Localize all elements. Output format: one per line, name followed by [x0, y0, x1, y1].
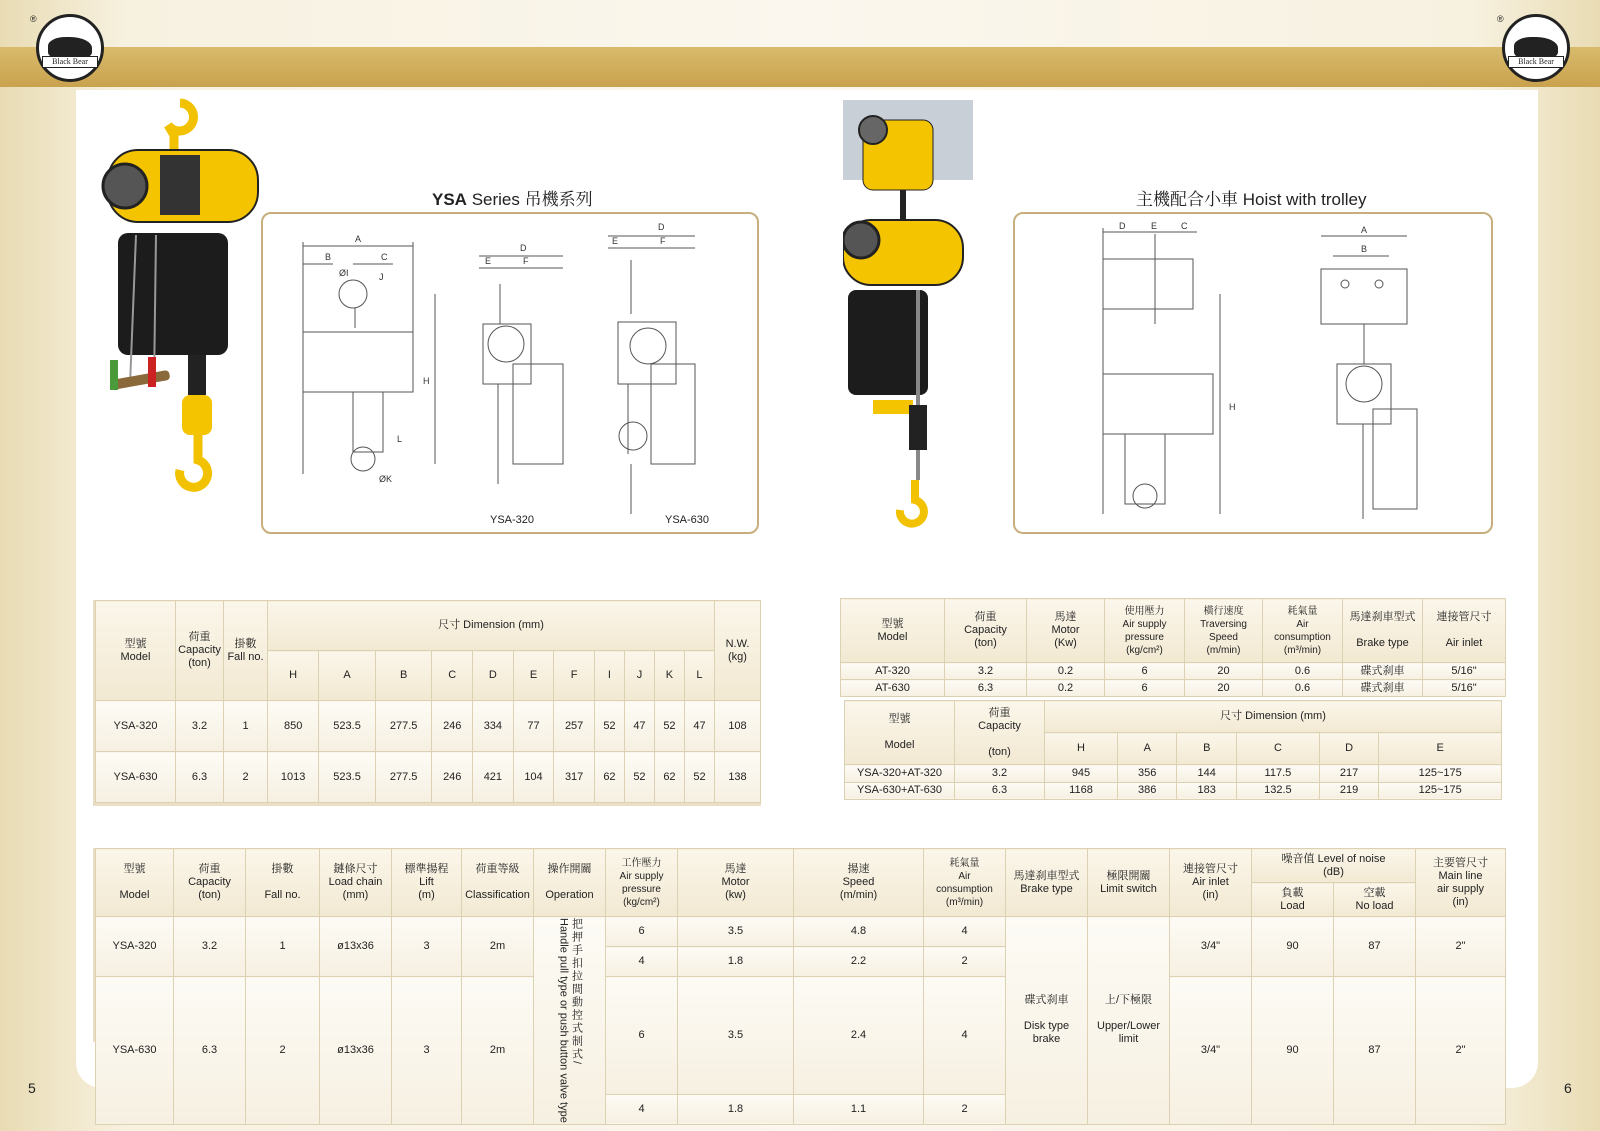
header-text: (m/min)	[1206, 644, 1241, 656]
header-text: N.W.	[725, 637, 750, 650]
table-row	[841, 680, 1506, 697]
table-cell: 87	[1334, 977, 1416, 1125]
header-text: Air inlet	[1192, 876, 1229, 888]
table-cell: 219	[1319, 782, 1379, 800]
header-text: limit	[1118, 1033, 1139, 1046]
table-cell: 356	[1117, 765, 1177, 783]
header-text: Main line	[1438, 869, 1483, 882]
col-inlet	[1170, 849, 1252, 917]
table-cell: 3/4"	[1170, 917, 1252, 977]
table-cell: 1.1	[794, 1094, 924, 1124]
header-text: 標準揚程	[404, 863, 449, 875]
header-text: 馬達刹車型式	[1013, 869, 1080, 882]
header-text: 主要管尺寸	[1433, 856, 1488, 869]
dim-label: D	[1119, 221, 1126, 231]
header-text: Capacity	[978, 719, 1021, 732]
table-cell: 4	[606, 947, 678, 977]
dim-label: J	[379, 272, 384, 282]
dim-col: C	[432, 651, 473, 701]
table-cell: 6	[606, 917, 678, 947]
dim-col: B	[375, 651, 432, 701]
header-text: brake	[1032, 1033, 1061, 1046]
header-text: 連接管尺寸	[1183, 863, 1238, 875]
page-number-right: 6	[1564, 1080, 1572, 1096]
dim-label: F	[523, 256, 529, 266]
table-cell: 217	[1319, 765, 1379, 783]
table-cell: 87	[1334, 917, 1416, 977]
header-text: Load	[1280, 899, 1305, 912]
dim-label: D	[658, 222, 665, 232]
hoist-performance-table	[95, 848, 1506, 1125]
header-text: 橫行速度	[1203, 605, 1244, 617]
header-text: Air	[1296, 618, 1309, 630]
dim-label: ØI	[339, 268, 349, 278]
header-text: (kg/cm²)	[623, 896, 660, 908]
header-text: 馬達刹車型式	[1349, 611, 1416, 623]
header-text: (m)	[418, 889, 435, 901]
col-air	[924, 849, 1006, 917]
header-text: Capacity	[964, 624, 1007, 636]
table-cell: ø13x36	[320, 917, 392, 977]
header-text: Brake type	[1020, 882, 1073, 895]
col-model	[845, 701, 955, 765]
header-text: Traversing	[1200, 618, 1247, 630]
dim-col: L	[684, 651, 714, 701]
table-row	[845, 782, 1502, 800]
table-cell: 386	[1117, 782, 1177, 800]
table-cell: YSA-630	[96, 977, 174, 1125]
col-pressure	[1105, 599, 1185, 663]
header-text: 連接管尺寸	[1436, 611, 1492, 623]
table-cell: YSA-320+AT-320	[845, 765, 955, 783]
table-cell: YSA-630	[96, 752, 176, 803]
header-text: 耗氣量	[1287, 605, 1318, 617]
table-cell: 277.5	[375, 752, 432, 803]
hoist-photo-left	[100, 95, 270, 505]
table-cell: 3	[392, 917, 462, 977]
col-speed	[794, 849, 924, 917]
dim-label: A	[1361, 225, 1368, 235]
table-cell: 4	[924, 917, 1006, 947]
header-text: (ton)	[974, 637, 997, 649]
header-text: 馬達	[1054, 611, 1077, 623]
trolley-dimension-drawing	[1015, 214, 1491, 532]
logo-left	[36, 14, 104, 82]
col-capacity	[176, 601, 224, 701]
header-text: (kg/cm²)	[1126, 644, 1163, 656]
logo-right	[1502, 14, 1570, 82]
col-no-load	[1334, 883, 1416, 917]
col-main-line	[1416, 849, 1506, 917]
table-cell: 108	[715, 701, 761, 752]
header-text: Model	[120, 650, 151, 663]
header-text: 荷重	[988, 706, 1011, 719]
col-motor	[678, 849, 794, 917]
header-text: pressure	[622, 883, 661, 895]
table-cell: 52	[654, 701, 684, 752]
table-cell: 2	[924, 1094, 1006, 1124]
table-row	[96, 977, 1506, 1095]
operation-cell	[534, 917, 606, 1125]
dim-col: C	[1236, 733, 1319, 765]
table-cell: 317	[554, 752, 595, 803]
header-text: Fall no.	[264, 889, 301, 901]
table-cell: 5/16"	[1423, 663, 1506, 680]
header-text: 掛數	[234, 637, 257, 650]
col-fall	[224, 601, 268, 701]
table-cell: 125~175	[1379, 782, 1502, 800]
table-cell: AT-320	[841, 663, 945, 680]
left-section-title	[432, 185, 593, 210]
table-cell: 246	[432, 701, 473, 752]
col-inlet	[1423, 599, 1506, 663]
col-nw	[715, 601, 761, 701]
col-brake	[1343, 599, 1423, 663]
table-cell: 138	[715, 752, 761, 803]
table-cell: 6.3	[174, 977, 246, 1125]
table-cell: 90	[1252, 917, 1334, 977]
header-text: 型號	[881, 617, 904, 630]
dim-label: ØK	[379, 474, 393, 484]
header-text: Upper/Lower	[1097, 1020, 1160, 1033]
dim-label: B	[1361, 244, 1368, 254]
table-cell: 104	[513, 752, 554, 803]
header-text: Model	[877, 630, 908, 643]
table-cell: 52	[624, 752, 654, 803]
col-motor	[1027, 599, 1105, 663]
dim-col: A	[1117, 733, 1177, 765]
header-text: 操作開關	[547, 863, 592, 875]
col-model	[96, 849, 174, 917]
header-text: Air inlet	[1445, 637, 1483, 649]
col-limit	[1088, 849, 1170, 917]
header-text: Air supply	[1122, 618, 1167, 630]
table-cell: 1.8	[678, 1094, 794, 1124]
dim-col: K	[654, 651, 684, 701]
table-cell: 20	[1185, 663, 1263, 680]
header-text: (m³/min)	[1283, 644, 1322, 656]
header-text: (ton)	[198, 889, 221, 901]
table-cell: YSA-320	[96, 701, 176, 752]
header-text: 工作壓力	[621, 857, 662, 869]
table-cell: 3	[392, 977, 462, 1125]
dim-col: J	[624, 651, 654, 701]
col-capacity	[174, 849, 246, 917]
col-dimension: 尺寸 Dimension (mm)	[1045, 701, 1502, 733]
col-operation	[534, 849, 606, 917]
header-text: 型號	[888, 713, 911, 725]
table-cell: 6	[1105, 663, 1185, 680]
header-text: Operation	[545, 889, 594, 901]
table-cell: 3.2	[945, 663, 1027, 680]
table-cell: YSA-630+AT-630	[845, 782, 955, 800]
table-cell: 0.6	[1263, 663, 1343, 680]
table-cell: 2"	[1416, 917, 1506, 977]
header-text: (m³/min)	[945, 896, 984, 908]
table-cell: 2	[246, 977, 320, 1125]
table-cell: 0.6	[1263, 680, 1343, 697]
table-cell: 2	[224, 752, 268, 803]
header-text: 噪音值 Level of noise	[1281, 852, 1386, 865]
trolley-spec-table	[840, 598, 1506, 697]
limit-cell	[1088, 917, 1170, 1125]
header-text: 荷重等級	[475, 863, 520, 875]
header-text: (kg)	[728, 650, 747, 663]
table-cell: 52	[684, 752, 714, 803]
table-cell: 3.2	[955, 765, 1045, 783]
header-text: 荷重	[198, 863, 221, 875]
header-text: (kw)	[725, 889, 746, 901]
dim-col: D	[1319, 733, 1379, 765]
table-cell: 6	[1105, 680, 1185, 697]
table-cell: 47	[624, 701, 654, 752]
header-text: (ton)	[188, 657, 211, 669]
operation-en: Handle pull type or push button valve type	[557, 918, 570, 1123]
table-cell: 1	[224, 701, 268, 752]
table-cell: 1.8	[678, 947, 794, 977]
header-text: (in)	[1202, 889, 1219, 901]
header-text: Fall no.	[227, 650, 264, 663]
caption-ysa-630: YSA-630	[665, 514, 710, 526]
table-cell: 20	[1185, 680, 1263, 697]
table-cell: 144	[1177, 765, 1237, 783]
header-text: 耗氣量	[949, 857, 980, 869]
dim-col: E	[513, 651, 554, 701]
operation-zh: 把押手扣拉間動控式制式/	[570, 918, 583, 1067]
header-text: consumption	[936, 883, 993, 895]
table-row	[841, 663, 1506, 680]
logo-text: Black Bear	[1508, 56, 1564, 68]
dim-col: B	[1177, 733, 1237, 765]
table-cell: 90	[1252, 977, 1334, 1125]
dim-col: F	[554, 651, 595, 701]
table-cell: 850	[268, 701, 319, 752]
header-text: pressure	[1125, 631, 1164, 643]
header-text: consumption	[1274, 631, 1331, 643]
logo-text: Black Bear	[42, 56, 98, 68]
ysa-spec-table	[95, 600, 761, 803]
header-text: Model	[119, 889, 150, 901]
dim-label: C	[1181, 221, 1188, 231]
header-text: (ton)	[988, 745, 1011, 758]
table-cell: 6.3	[955, 782, 1045, 800]
header-text: Motor	[721, 876, 750, 888]
title-rest: Series 吊機系列	[471, 190, 593, 209]
dim-col: E	[1379, 733, 1502, 765]
header-text: Brake type	[1356, 637, 1409, 649]
table-cell: 2.2	[794, 947, 924, 977]
ysa-dimension-drawing	[263, 214, 757, 532]
header-text: (Kw)	[1054, 637, 1077, 649]
table-row	[96, 917, 1506, 947]
col-pressure	[606, 849, 678, 917]
table-cell: 257	[554, 701, 595, 752]
right-section-title: 主機配合小車 Hoist with trolley	[1136, 190, 1367, 209]
header-text: Air	[958, 870, 971, 882]
header-text: 空載	[1363, 886, 1386, 899]
dim-col: I	[594, 651, 624, 701]
table-cell: 117.5	[1236, 765, 1319, 783]
header-text: (in)	[1452, 895, 1469, 908]
header-text: 鏈條尺寸	[333, 863, 378, 875]
header-band	[0, 47, 1600, 87]
registered-mark: ®	[30, 14, 37, 24]
col-traversing	[1185, 599, 1263, 663]
header-text: 荷重	[188, 631, 211, 643]
table-cell: AT-630	[841, 680, 945, 697]
table-cell: 52	[594, 701, 624, 752]
table-cell: 2m	[462, 977, 534, 1125]
table-cell: 4.8	[794, 917, 924, 947]
header-text: Speed	[1209, 631, 1238, 643]
hoist-trolley-photo	[843, 100, 973, 530]
col-class	[462, 849, 534, 917]
header-text: Disk type	[1023, 1020, 1070, 1033]
header-text: Capacity	[178, 644, 221, 656]
table-cell: 47	[684, 701, 714, 752]
table-cell: 277.5	[375, 701, 432, 752]
table-cell: 6.3	[945, 680, 1027, 697]
hoist-trolley-dimension-table	[844, 700, 1502, 800]
header-text: 使用壓力	[1124, 605, 1165, 617]
table-cell: 183	[1177, 782, 1237, 800]
col-model	[841, 599, 945, 663]
table-cell: 4	[606, 1094, 678, 1124]
table-cell: 3.5	[678, 917, 794, 947]
dim-label: E	[612, 236, 619, 246]
table-cell: 3.2	[176, 701, 224, 752]
table-cell: YSA-320	[96, 917, 174, 977]
dim-label: E	[485, 256, 492, 266]
dim-label: L	[397, 434, 403, 444]
col-dimension: 尺寸 Dimension (mm)	[268, 601, 715, 651]
table-cell: 2.4	[794, 977, 924, 1095]
table-cell: 5/16"	[1423, 680, 1506, 697]
table-cell: 3.2	[174, 917, 246, 977]
table-cell: 6	[606, 977, 678, 1095]
dim-col: A	[319, 651, 376, 701]
col-chain	[320, 849, 392, 917]
header-text: No load	[1355, 899, 1394, 912]
header-text: 掛數	[271, 863, 294, 875]
dim-label: B	[325, 252, 332, 262]
table-cell: 523.5	[319, 752, 376, 803]
dim-label: D	[520, 243, 527, 253]
dim-label: E	[1151, 221, 1158, 231]
table-cell: 132.5	[1236, 782, 1319, 800]
header-text: Load chain	[328, 876, 383, 888]
table-cell: 2"	[1416, 977, 1506, 1125]
table-cell: 523.5	[319, 701, 376, 752]
dim-label: A	[355, 234, 362, 244]
header-text: Lift	[419, 876, 434, 888]
table-cell: 3/4"	[1170, 977, 1252, 1125]
header-text: Speed	[842, 876, 875, 888]
col-fall	[246, 849, 320, 917]
header-text: 型號	[124, 637, 147, 650]
header-text: Model	[884, 739, 915, 751]
col-air	[1263, 599, 1343, 663]
dim-col: H	[268, 651, 319, 701]
header-text: Classification	[465, 889, 530, 901]
header-text: 揚速	[847, 863, 870, 875]
dim-label: H	[1229, 402, 1236, 412]
table-cell: 334	[473, 701, 514, 752]
col-model	[96, 601, 176, 701]
table-cell: 945	[1045, 765, 1118, 783]
registered-mark: ®	[1497, 14, 1504, 24]
table-cell: 125~175	[1379, 765, 1502, 783]
header-text: 負載	[1281, 886, 1304, 899]
header-text: 碟式刹車	[1024, 994, 1069, 1007]
title-bold: YSA	[432, 190, 467, 209]
table-cell: ø13x36	[320, 977, 392, 1125]
table-cell: 2	[924, 947, 1006, 977]
dim-col: H	[1045, 733, 1118, 765]
header-text: (mm)	[342, 889, 369, 901]
header-text: Limit switch	[1100, 882, 1157, 895]
table-cell: 6.3	[176, 752, 224, 803]
table-cell: 1168	[1045, 782, 1118, 800]
dim-label: F	[660, 236, 666, 246]
col-lift	[392, 849, 462, 917]
header-text: (dB)	[1323, 865, 1344, 878]
dim-col: D	[473, 651, 514, 701]
col-capacity	[945, 599, 1027, 663]
dim-label: C	[381, 252, 388, 262]
table-cell: 77	[513, 701, 554, 752]
caption-ysa-320: YSA-320	[490, 514, 535, 526]
header-text: 型號	[123, 863, 146, 875]
dim-label: H	[423, 376, 430, 386]
page-number-left: 5	[28, 1080, 36, 1096]
table-row	[845, 765, 1502, 783]
table-cell: 0.2	[1027, 663, 1105, 680]
table-cell: 62	[594, 752, 624, 803]
table-row	[96, 701, 761, 752]
header-text: air supply	[1436, 882, 1485, 895]
header-text: (m/min)	[839, 889, 878, 901]
table-cell: 2m	[462, 917, 534, 977]
table-cell: 3.5	[678, 977, 794, 1095]
table-cell: 421	[473, 752, 514, 803]
col-brake	[1006, 849, 1088, 917]
col-noise	[1252, 849, 1416, 883]
table-cell: 4	[924, 977, 1006, 1095]
header-text: 荷重	[974, 611, 997, 623]
header-text: Motor	[1051, 624, 1080, 636]
table-row	[96, 752, 761, 803]
table-cell: 1	[246, 917, 320, 977]
header-text: 上/下極限	[1104, 994, 1153, 1007]
table-cell: 碟式刹車	[1343, 663, 1423, 680]
header-text: 馬達	[724, 863, 747, 875]
col-capacity	[955, 701, 1045, 765]
table-cell: 碟式刹車	[1343, 680, 1423, 697]
col-load	[1252, 883, 1334, 917]
header-text: Air supply	[619, 870, 664, 882]
brake-cell	[1006, 917, 1088, 1125]
table-cell: 62	[654, 752, 684, 803]
table-cell: 0.2	[1027, 680, 1105, 697]
header-text: Capacity	[188, 876, 231, 888]
table-cell: 1013	[268, 752, 319, 803]
table-cell: 246	[432, 752, 473, 803]
header-text: 極限開關	[1106, 869, 1151, 882]
